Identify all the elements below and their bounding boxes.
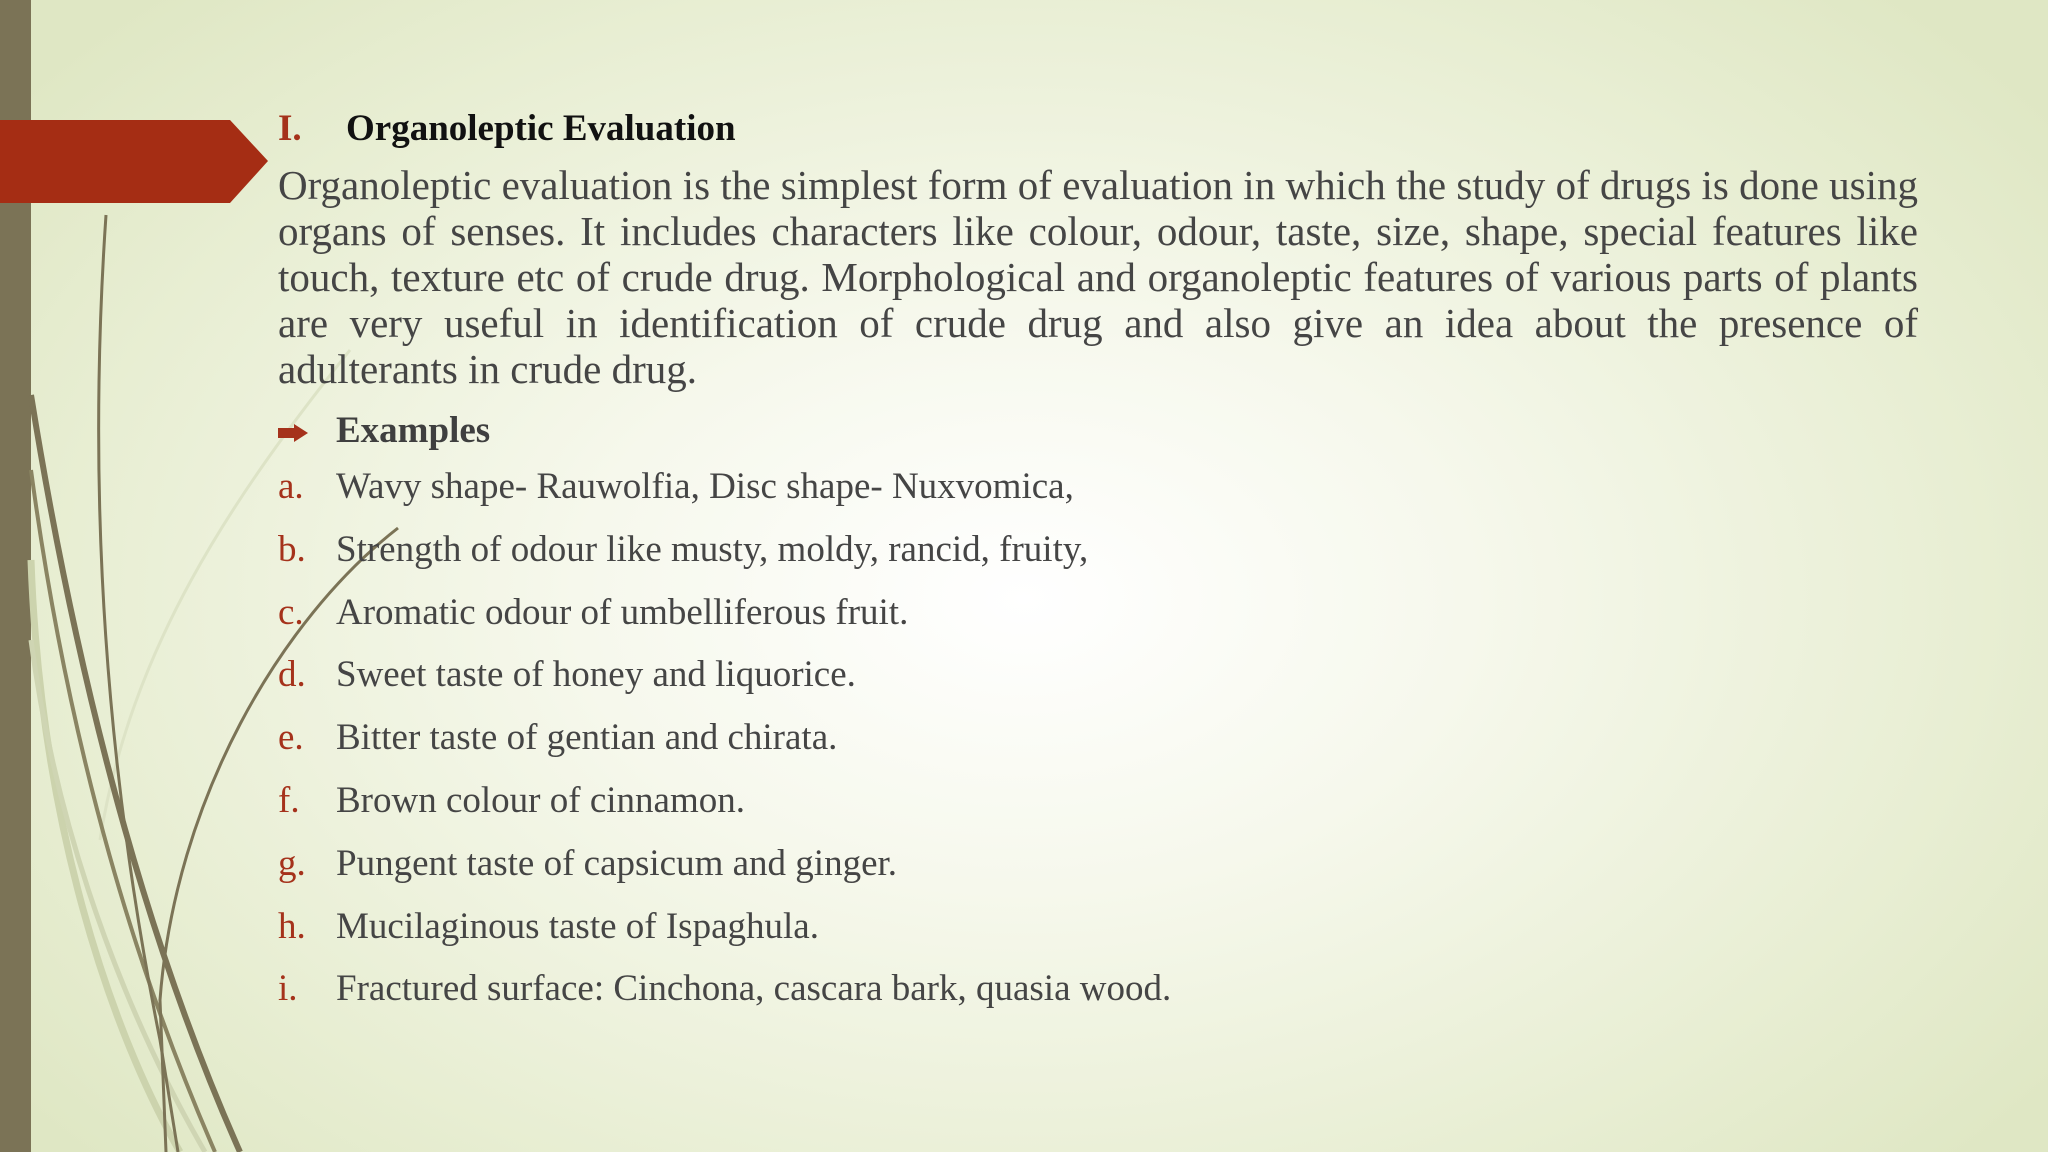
list-item-text: Fractured surface: Cinchona, cascara bark, quasia wood. [336, 968, 1172, 1010]
list-item-text: Mucilaginous taste of Ispaghula. [336, 905, 819, 947]
list-marker: b. [278, 528, 306, 570]
list-item-text: Sweet taste of honey and liquorice. [336, 654, 856, 696]
decor-curve-1 [31, 395, 240, 1152]
list-item-text: Brown colour of cinnamon. [336, 779, 745, 821]
examples-label: Examples [336, 410, 491, 451]
list-marker: h. [278, 905, 306, 947]
list-item [278, 456, 1918, 519]
list-item-text: Strength of odour like musty, moldy, rancid, fruity, [336, 528, 1089, 570]
list-marker: c. [278, 591, 304, 633]
intro-paragraph: Organoleptic evaluation is the simplest form of evaluation in which the study of drugs is done using organs of senses. It includes characters like colour, odour, taste, size, shape, special features like touch, texture etc of crude drug. Morphological and organoleptic features of various parts of plants are very useful in identification of crude drug and also give an idea about the presence of adulterants in crude drug. [278, 162, 1918, 392]
list-item-text: Pungent taste of capsicum and ginger. [336, 842, 898, 884]
list-marker: d. [278, 654, 306, 696]
arrow-bullet-icon [278, 406, 336, 456]
heading-title: Organoleptic Evaluation [346, 108, 736, 149]
decor-curve-light-2 [31, 640, 205, 1152]
list-item [278, 958, 1918, 1021]
list-item-text: Aromatic odour of umbelliferous fruit. [336, 591, 909, 633]
list-marker: a. [278, 466, 304, 507]
list-item [278, 707, 1918, 770]
red-arrow-banner [0, 120, 268, 203]
slide-content [278, 104, 1918, 1021]
list-item [278, 582, 1918, 645]
list-item [278, 770, 1918, 833]
list-item [278, 896, 1918, 959]
list-item [278, 644, 1918, 707]
list-item-text: Bitter taste of gentian and chirata. [336, 717, 838, 759]
list-item [278, 519, 1918, 582]
section-heading [278, 104, 1918, 154]
list-marker: i. [278, 968, 298, 1010]
decor-curve-3 [99, 215, 178, 1152]
list-marker: f. [278, 779, 300, 821]
heading-number: I. [278, 108, 302, 149]
examples-heading [278, 406, 1918, 456]
list-item-text: Wavy shape- Rauwolfia, Disc shape- Nuxvomica, [336, 466, 1074, 507]
examples-list [278, 456, 1918, 1021]
list-marker: e. [278, 717, 304, 759]
list-marker: g. [278, 842, 306, 884]
list-item [278, 833, 1918, 896]
